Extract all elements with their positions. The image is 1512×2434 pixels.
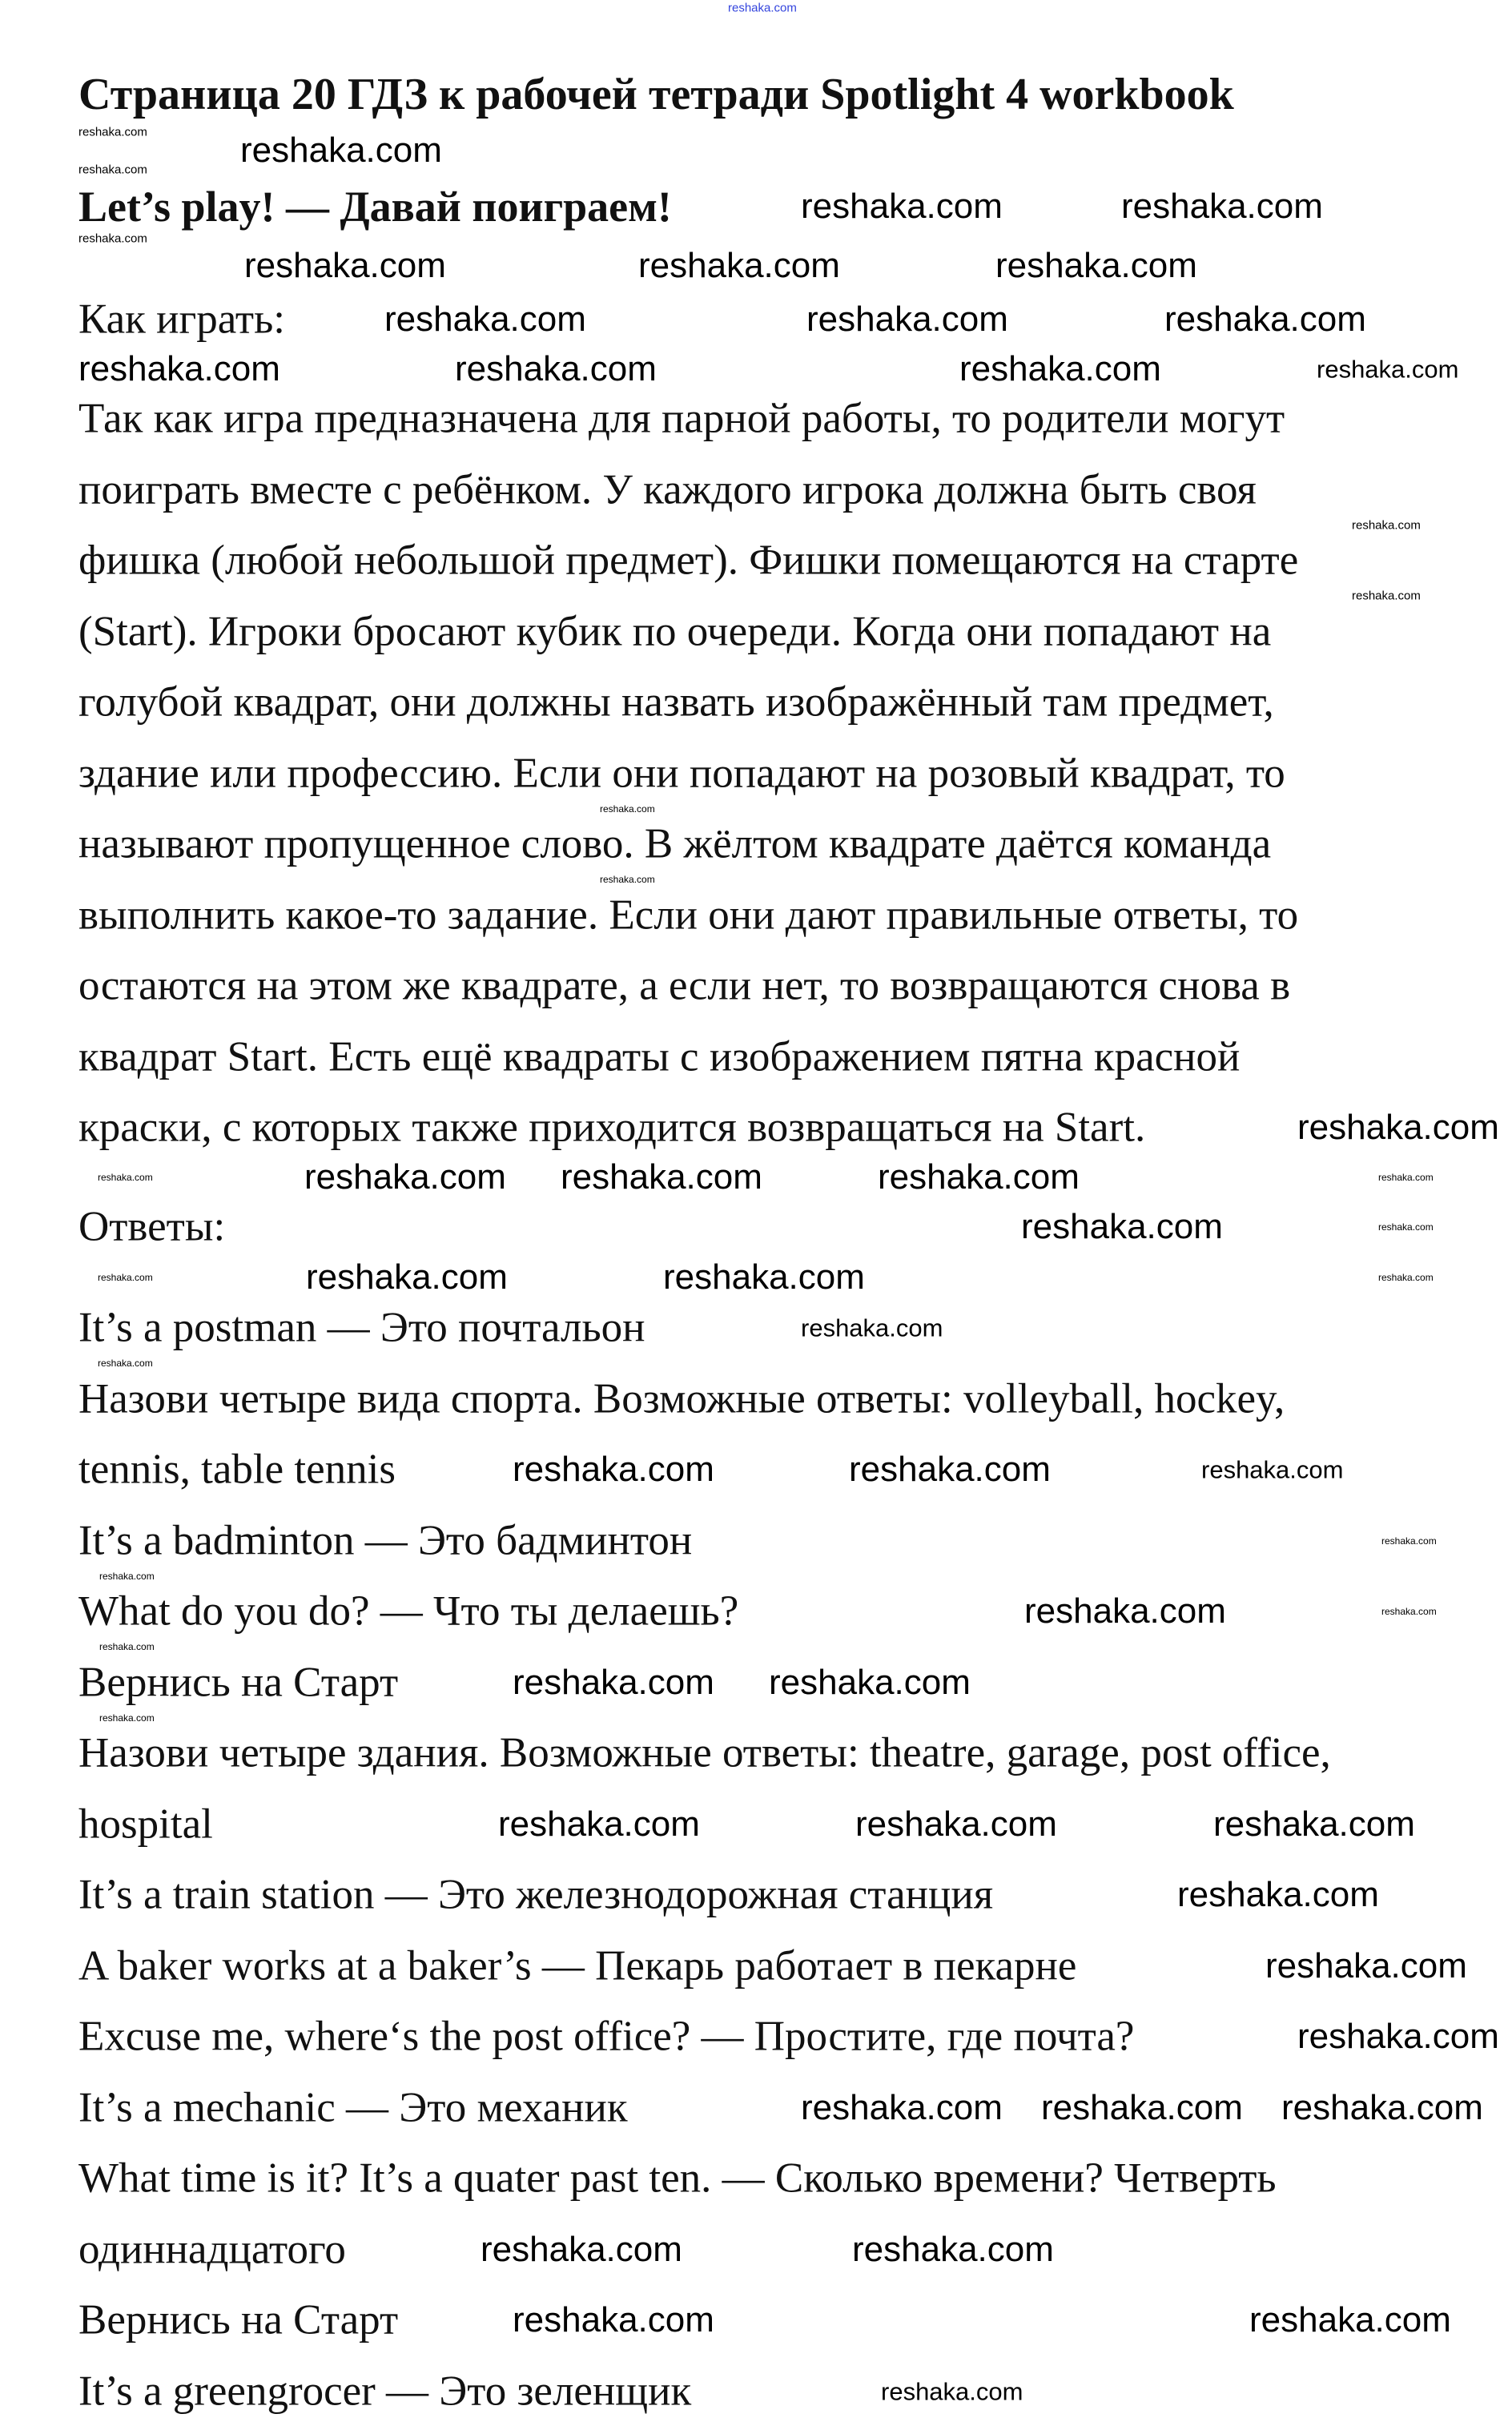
watermark: reshaka.com — [513, 2300, 714, 2339]
answer-line: Вернись на Старт — [78, 1659, 399, 1706]
watermark: reshaka.com — [1297, 2017, 1499, 2056]
answer-line: tennis, table tennis — [78, 1446, 396, 1493]
answer-line: It’s a mechanic — Это механик — [78, 2084, 628, 2131]
watermark: reshaka.com — [1297, 1108, 1499, 1147]
watermark: reshaka.com — [1249, 2300, 1451, 2339]
answer-line: It’s a postman — Это почтальон — [78, 1304, 645, 1351]
watermark: reshaka.com — [240, 131, 442, 170]
answer-line: Excuse me, where‘s the post office? — Простите, где почта? — [78, 2013, 1135, 2060]
paragraph-line: краски, с которых также приходится возвращаться на Start. — [78, 1104, 1146, 1151]
answer-line: What time is it? It’s a quater past ten. — Сколько времени? Четверть — [78, 2154, 1277, 2202]
watermark: reshaka.com — [801, 187, 1003, 226]
watermark: reshaka.com — [1041, 2088, 1243, 2127]
watermark: reshaka.com — [1281, 2088, 1483, 2127]
watermark: reshaka.com — [1201, 1455, 1344, 1484]
watermark: reshaka.com — [1352, 589, 1421, 603]
section-subtitle: Let’s play! — Давай поиграем! — [78, 183, 672, 231]
watermark: reshaka.com — [1164, 300, 1366, 339]
watermark: reshaka.com — [849, 1450, 1051, 1489]
answer-line: одиннадцатого — [78, 2226, 346, 2273]
answer-line: Назови четыре здания. Возможные ответы: theatre, garage, post office, — [78, 1729, 1331, 1776]
answer-line: It’s a badminton — Это бадминтон — [78, 1517, 693, 1564]
answer-line: Вернись на Старт — [78, 2296, 399, 2343]
answer-line: Назови четыре вида спорта. Возможные ответы: volleyball, hockey, — [78, 1375, 1285, 1422]
answer-line: It’s a train station — Это железнодорожная станция — [78, 1871, 994, 1918]
watermark: reshaka.com — [561, 1157, 762, 1197]
paragraph-line: называют пропущенное слово. В жёлтом квадрате даётся команда — [78, 820, 1272, 867]
watermark: reshaka.com — [98, 1358, 153, 1369]
watermark: reshaka.com — [304, 1157, 506, 1197]
watermark: reshaka.com — [801, 1314, 943, 1342]
watermark: reshaka.com — [78, 349, 280, 388]
watermark: reshaka.com — [959, 349, 1161, 388]
watermark: reshaka.com — [881, 2377, 1023, 2406]
page-title: Страница 20 ГДЗ к рабочей тетради Spotlight 4 workbook — [78, 70, 1234, 119]
watermark: reshaka.com — [663, 1257, 865, 1297]
watermark: reshaka.com — [455, 349, 657, 388]
watermark: reshaka.com — [1024, 1591, 1226, 1631]
watermark: reshaka.com — [728, 1, 797, 15]
watermark: reshaka.com — [852, 2230, 1054, 2269]
answer-line: A baker works at a baker’s — Пекарь работает в пекарне — [78, 1942, 1077, 1989]
watermark: reshaka.com — [855, 1804, 1057, 1844]
paragraph-line: выполнить какое-то задание. Если они дают правильные ответы, то — [78, 891, 1299, 939]
answer-line: hospital — [78, 1800, 213, 1848]
watermark: reshaka.com — [1213, 1804, 1415, 1844]
watermark: reshaka.com — [1021, 1207, 1223, 1246]
answer-line: It’s a greengrocer — Это зеленщик — [78, 2368, 692, 2415]
watermark: reshaka.com — [498, 1804, 700, 1844]
paragraph-line: Так как игра предназначена для парной работы, то родители могут — [78, 395, 1285, 442]
watermark: reshaka.com — [78, 231, 147, 246]
watermark: reshaka.com — [638, 246, 840, 285]
paragraph-line: остаются на этом же квадрате, а если нет, то возвращаются снова в — [78, 962, 1291, 1009]
watermark: reshaka.com — [1265, 1946, 1467, 1985]
watermark: reshaka.com — [1381, 1535, 1437, 1547]
watermark: reshaka.com — [806, 300, 1008, 339]
watermark: reshaka.com — [481, 2230, 682, 2269]
watermark: reshaka.com — [1352, 518, 1421, 533]
watermark: reshaka.com — [98, 1172, 153, 1183]
watermark: reshaka.com — [1317, 355, 1459, 384]
paragraph-line: фишка (любой небольшой предмет). Фишки помещаются на старте — [78, 537, 1299, 584]
watermark: reshaka.com — [306, 1257, 508, 1297]
watermark: reshaka.com — [78, 163, 147, 177]
watermark: reshaka.com — [995, 246, 1197, 285]
watermark: reshaka.com — [78, 125, 147, 139]
watermark: reshaka.com — [801, 2088, 1003, 2127]
answers-heading: Ответы: — [78, 1203, 226, 1250]
watermark: reshaka.com — [513, 1663, 714, 1702]
watermark: reshaka.com — [600, 803, 655, 815]
watermark: reshaka.com — [600, 874, 655, 885]
watermark: reshaka.com — [384, 300, 586, 339]
paragraph-line: поиграть вместе с ребёнком. У каждого игрока должна быть своя — [78, 466, 1257, 513]
watermark: reshaka.com — [1378, 1172, 1434, 1183]
paragraph-line: здание или профессию. Если они попадают на розовый квадрат, то — [78, 750, 1285, 797]
how-to-play-heading: Как играть: — [78, 296, 285, 343]
watermark: reshaka.com — [1121, 187, 1323, 226]
watermark: reshaka.com — [1378, 1272, 1434, 1283]
watermark: reshaka.com — [98, 1272, 153, 1283]
watermark: reshaka.com — [513, 1450, 714, 1489]
watermark: reshaka.com — [878, 1157, 1080, 1197]
watermark: reshaka.com — [99, 1641, 155, 1652]
answer-line: What do you do? — Что ты делаешь? — [78, 1587, 739, 1635]
paragraph-line: (Start). Игроки бросают кубик по очереди. Когда они попадают на — [78, 608, 1272, 655]
watermark: reshaka.com — [769, 1663, 971, 1702]
watermark: reshaka.com — [1177, 1875, 1379, 1914]
watermark: reshaka.com — [99, 1712, 155, 1724]
watermark: reshaka.com — [1378, 1221, 1434, 1233]
watermark: reshaka.com — [99, 1571, 155, 1582]
watermark: reshaka.com — [1381, 1606, 1437, 1617]
paragraph-line: голубой квадрат, они должны назвать изображённый там предмет, — [78, 678, 1274, 726]
watermark: reshaka.com — [244, 246, 446, 285]
paragraph-line: квадрат Start. Есть ещё квадраты с изображением пятна красной — [78, 1033, 1241, 1080]
